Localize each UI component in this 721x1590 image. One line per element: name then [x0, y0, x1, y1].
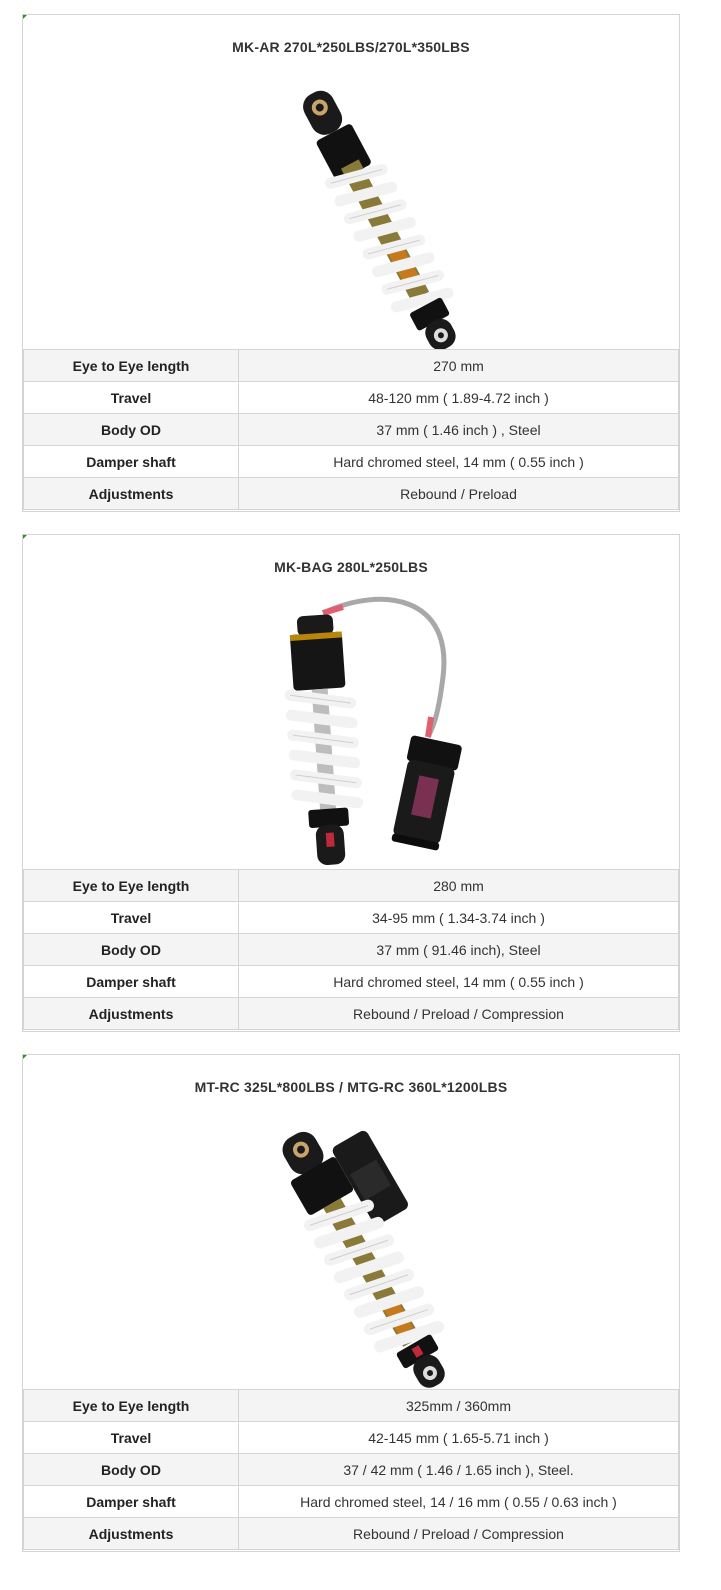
spec-value: Rebound / Preload / Compression [239, 998, 679, 1030]
spec-label: Adjustments [24, 478, 239, 510]
corner-marker [23, 15, 27, 19]
spec-label: Adjustments [24, 1518, 239, 1550]
spec-value: 280 mm [239, 870, 679, 902]
spec-label: Eye to Eye length [24, 870, 239, 902]
spec-label: Travel [24, 1422, 239, 1454]
table-row [24, 446, 679, 478]
spec-table [23, 1389, 679, 1550]
corner-marker [23, 1055, 27, 1059]
spec-value: 48-120 mm ( 1.89-4.72 inch ) [239, 382, 679, 414]
spec-value: Hard chromed steel, 14 mm ( 0.55 inch ) [239, 966, 679, 998]
table-row [24, 1486, 679, 1518]
spec-label: Travel [24, 902, 239, 934]
table-row [24, 1518, 679, 1550]
spec-value: 42-145 mm ( 1.65-5.71 inch ) [239, 1422, 679, 1454]
table-row [24, 1454, 679, 1486]
product-block-mk-ar [22, 14, 680, 512]
product-image [23, 587, 679, 869]
table-row [24, 382, 679, 414]
product-title: MK-BAG 280L*250LBS [274, 559, 428, 575]
spec-label: Damper shaft [24, 1486, 239, 1518]
spec-value: 37 mm ( 91.46 inch), Steel [239, 934, 679, 966]
spec-value: 37 mm ( 1.46 inch ) , Steel [239, 414, 679, 446]
spec-value: Hard chromed steel, 14 / 16 mm ( 0.55 / 0.63 inch ) [239, 1486, 679, 1518]
product-title: MT-RC 325L*800LBS / MTG-RC 360L*1200LBS [194, 1079, 508, 1095]
spec-value: 34-95 mm ( 1.34-3.74 inch ) [239, 902, 679, 934]
spec-label: Adjustments [24, 998, 239, 1030]
product-image [23, 1107, 679, 1389]
spec-label: Body OD [24, 1454, 239, 1486]
table-row [24, 998, 679, 1030]
corner-marker [23, 535, 27, 539]
spec-label: Eye to Eye length [24, 350, 239, 382]
product-image [23, 67, 679, 349]
spec-label: Eye to Eye length [24, 1390, 239, 1422]
spec-value: Rebound / Preload / Compression [239, 1518, 679, 1550]
table-row [24, 870, 679, 902]
table-row [24, 1422, 679, 1454]
spec-value: 270 mm [239, 350, 679, 382]
table-row [24, 414, 679, 446]
table-row [24, 1390, 679, 1422]
table-row [24, 966, 679, 998]
spec-value: 325mm / 360mm [239, 1390, 679, 1422]
spec-label: Travel [24, 382, 239, 414]
product-title: MK-AR 270L*250LBS/270L*350LBS [232, 39, 470, 55]
spec-table [23, 869, 679, 1030]
table-row [24, 902, 679, 934]
table-row [24, 934, 679, 966]
spec-label: Damper shaft [24, 966, 239, 998]
spec-value: Hard chromed steel, 14 mm ( 0.55 inch ) [239, 446, 679, 478]
table-row [24, 478, 679, 510]
product-block-mk-bag [22, 534, 680, 1032]
spec-label: Body OD [24, 414, 239, 446]
spec-label: Damper shaft [24, 446, 239, 478]
spec-value: 37 / 42 mm ( 1.46 / 1.65 inch ), Steel. [239, 1454, 679, 1486]
spec-table [23, 349, 679, 510]
table-row [24, 350, 679, 382]
spec-value: Rebound / Preload [239, 478, 679, 510]
product-block-mt-rc [22, 1054, 680, 1552]
spec-label: Body OD [24, 934, 239, 966]
